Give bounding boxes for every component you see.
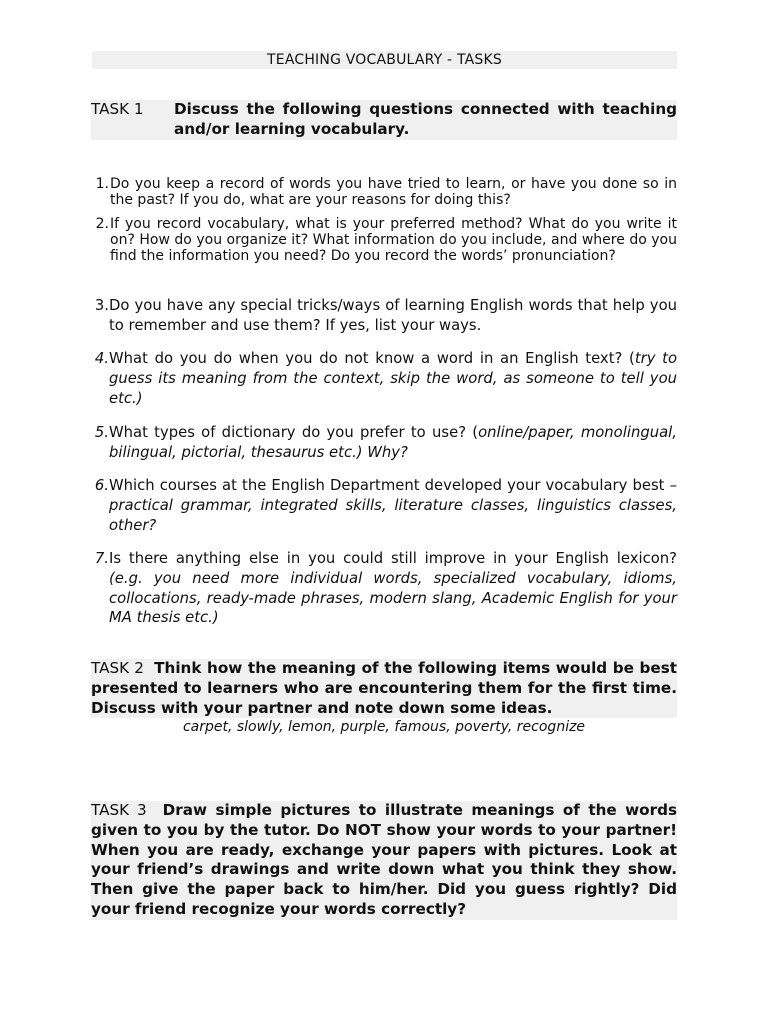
task1-block: [91, 100, 677, 140]
question-italic: (e.g. you need more individual words, specialized vocabulary, idioms, collocations, ready-made phrases, modern slang, Academic English for your MA thesis etc.): [109, 569, 677, 627]
task2-text: [91, 659, 677, 718]
question-number: 3.: [94, 297, 109, 314]
question-2: [85, 216, 677, 264]
question-number: 6.: [94, 477, 109, 494]
question-plain: Which courses at the English Department developed your vocabulary best –: [109, 477, 677, 494]
question-3: [85, 296, 677, 336]
task1-line2: and/or learning vocabulary.: [174, 119, 410, 138]
question-text: [109, 549, 677, 628]
page-title: TEACHING VOCABULARY - TASKS: [92, 51, 677, 69]
question-text: [109, 423, 677, 463]
question-number: 5.: [94, 424, 109, 441]
task2-label: TASK 2: [91, 659, 144, 677]
task2-word-list: carpet, slowly, lemon, purple, famous, poverty, recognize: [182, 719, 586, 736]
task1-line1: Discuss the following questions connected with teaching: [174, 100, 677, 118]
task3-label: TASK 3: [91, 801, 147, 819]
question-7: [85, 549, 677, 628]
question-number: 4.: [94, 350, 109, 367]
question-text: If you record vocabulary, what is your preferred method? What do you write it on? How do you organize it? What information do you include, and where do you find the information you need? Do you record the words’ pronunciation?: [110, 216, 677, 264]
question-plain: Is there anything else in you could still improve in your English lexicon?: [109, 550, 677, 567]
question-1: [85, 176, 677, 208]
question-italic: online/paper, monolingual, bilingual, pictorial, thesaurus etc.) Why?: [109, 424, 677, 461]
question-number: 7.: [94, 550, 109, 567]
question-text: Do you keep a record of words you have tried to learn, or have you done so in the past? If you do, what are your reasons for doing this?: [110, 176, 677, 208]
question-text: [109, 349, 677, 408]
question-plain: What do you do when you do not know a word in an English text? (: [109, 350, 635, 367]
task2-instructions: Think how the meaning of the following items would be best presented to learners who are encountering them for the first time. Discuss with your partner and note down some ideas.: [91, 659, 678, 717]
question-4: [85, 349, 677, 408]
question-text: Do you have any special tricks/ways of learning English words that help you to remember and use them? If yes, list your ways.: [109, 297, 677, 334]
task3-instructions: Draw simple pictures to illustrate meanings of the words given to you by the tutor. Do NOT show your words to your partner! When you are ready, exchange your papers with pictures. Look at your friend’s drawings and write down what you think they show. Then give the paper back to him/her. Did you guess rightly? Did your friend recognize your words correctly?: [91, 801, 677, 918]
question-italic: practical grammar, integrated skills, literature classes, linguistics classes, other?: [109, 496, 677, 534]
question-number: 2.: [95, 216, 109, 232]
question-plain: What types of dictionary do you prefer to use? (: [109, 424, 479, 441]
task2-block: [91, 659, 677, 736]
question-text: [109, 476, 677, 535]
question-5: [85, 423, 677, 463]
question-6: [85, 476, 677, 535]
task3-block: [91, 801, 677, 920]
question-italic: try to guess its meaning from the context, skip the word, as someone to tell you etc.): [109, 350, 677, 407]
task1-label: TASK 1: [91, 100, 144, 118]
question-number: 1.: [95, 176, 109, 192]
